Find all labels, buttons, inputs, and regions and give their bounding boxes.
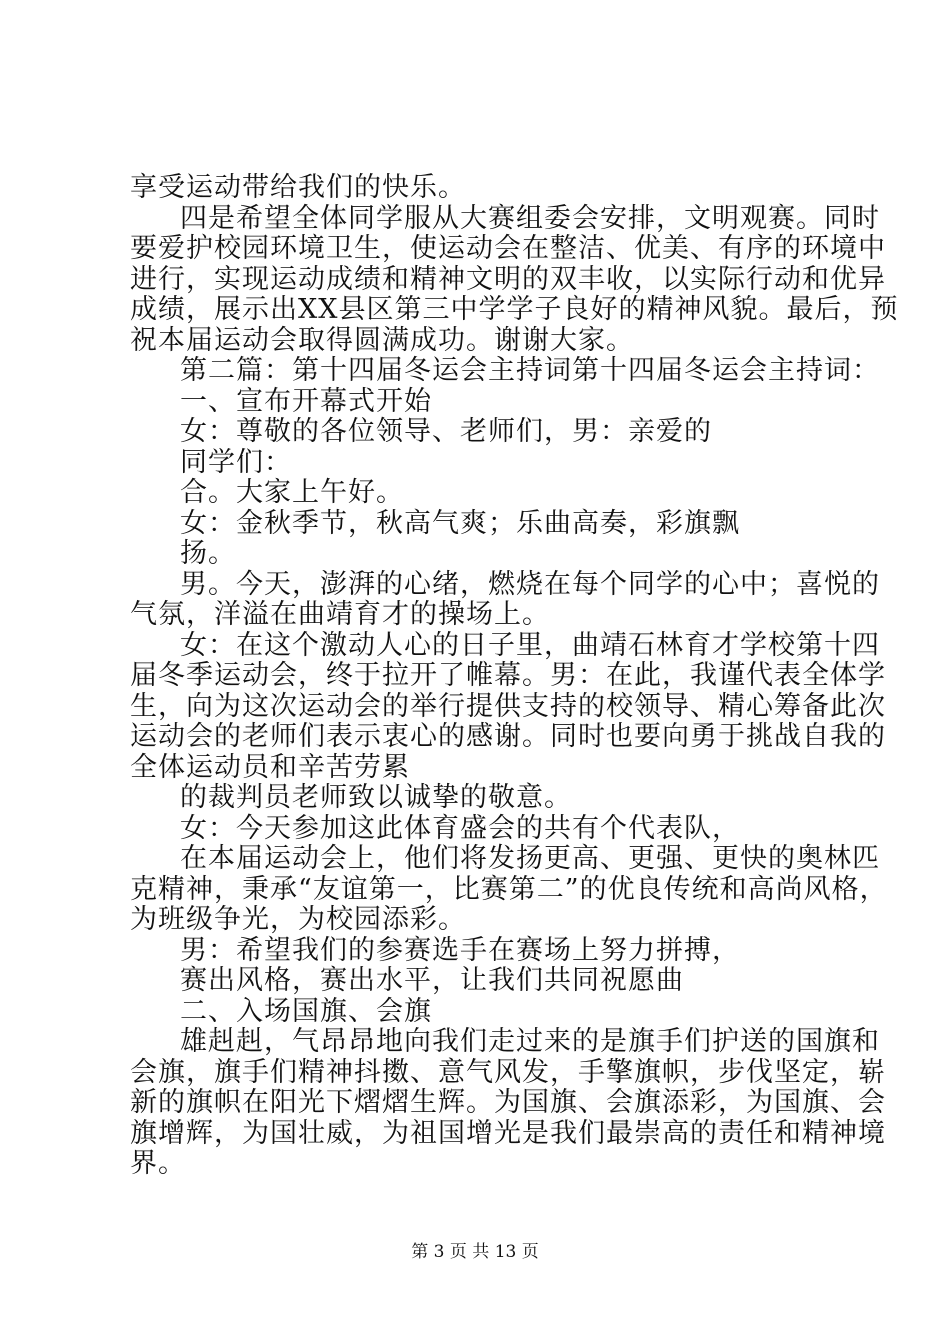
section-heading: 第二篇：第十四届冬运会主持词第十四届冬运会主持词： — [180, 355, 880, 387]
text-line: 享受运动带给我们的快乐。 — [130, 172, 466, 203]
text-line: 运动会的老师们表示衷心的感谢。同时也要向勇于挑战自我的 — [130, 721, 886, 753]
text-line: 届冬季运动会，终于拉开了帷幕。男：在此，我谨代表全体学 — [130, 660, 886, 692]
text-line: 女：在这个激动人心的日子里，曲靖石林育才学校第十四 — [180, 629, 880, 661]
text-line: 在本届运动会上，他们将发扬更高、更强、更快的奥林匹 — [180, 843, 880, 875]
text-line: 克精神，秉承“友谊第一，比赛第二”的优良传统和高尚风格， — [130, 873, 888, 905]
text-line: 女：尊敬的各位领导、老师们，男：亲爱的 — [180, 416, 712, 448]
text-line: 四是希望全体同学服从大赛组委会安排，文明观赛。同时 — [180, 202, 880, 234]
text-line: 一、宣布开幕式开始 — [180, 385, 432, 417]
text-line: 进行，实现运动成绩和精神文明的双丰收，以实际行动和优异 — [130, 263, 886, 295]
text-line: 合。大家上午好。 — [180, 477, 404, 509]
section-heading: 二、入场国旗、会旗 — [180, 995, 432, 1027]
text-line: 旗增辉，为国壮威，为祖国增光是我们最崇高的责任和精神境 — [130, 1117, 886, 1149]
text-line: 要爱护校园环境卫生，使运动会在整洁、优美、有序的环境中 — [130, 233, 886, 265]
text-line: 雄赳赳，气昂昂地向我们走过来的是旗手们护送的国旗和 — [180, 1026, 880, 1058]
text-line: 为班级争光，为校园添彩。 — [130, 904, 466, 936]
text-line: 生，向为这次运动会的举行提供支持的校领导、精心筹备此次 — [130, 690, 886, 722]
text-line: 女：今天参加这此体育盛会的共有个代表队， — [180, 812, 740, 844]
text-line: 全体运动员和辛苦劳累 — [130, 751, 410, 783]
text-line: 的裁判员老师致以诚挚的敬意。 — [180, 782, 572, 814]
text-line: 新的旗帜在阳光下熠熠生辉。为国旗、会旗添彩，为国旗、会 — [130, 1087, 886, 1119]
text-line: 界。 — [130, 1148, 186, 1180]
text-line: 祝本届运动会取得圆满成功。谢谢大家。 — [130, 324, 634, 356]
text-line: 成绩，展示出XX县区第三中学学子良好的精神风貌。最后，预 — [130, 294, 899, 326]
text-line: 女：金秋季节，秋高气爽；乐曲高奏，彩旗飘 — [180, 507, 740, 539]
text-line: 扬。 — [180, 538, 236, 570]
page-number-footer: 第 3 页 共 13 页 — [411, 1242, 539, 1262]
text-line: 同学们： — [180, 446, 292, 478]
text-line: 赛出风格，赛出水平，让我们共同祝愿曲 — [180, 965, 684, 997]
text-line: 男：希望我们的参赛选手在赛场上努力拼搏， — [180, 934, 740, 966]
text-line: 气氛，洋溢在曲靖育才的操场上。 — [130, 599, 550, 631]
text-line: 男。今天，澎湃的心绪，燃烧在每个同学的心中；喜悦的 — [180, 568, 880, 600]
text-line: 会旗，旗手们精神抖擞、意气风发，手擎旗帜，步伐坚定，崭 — [130, 1056, 886, 1088]
